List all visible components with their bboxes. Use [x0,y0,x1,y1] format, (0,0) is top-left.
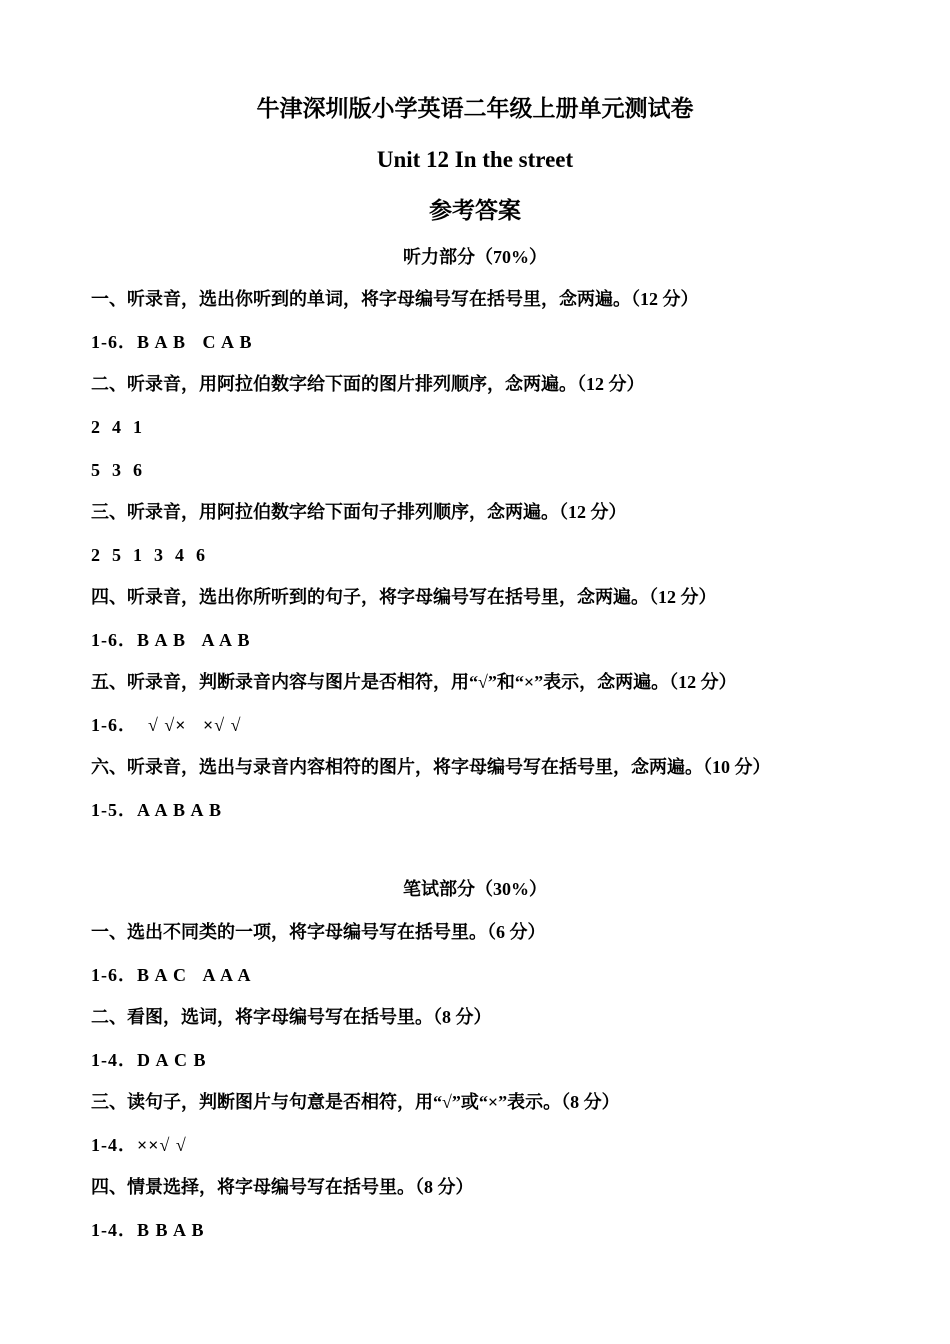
page-title-answers: 参考答案 [429,198,521,223]
written-q3-prompt: 三、读句子，判断图片与句意是否相符，用“√”或“×”表示。（8 分） [91,1092,620,1112]
written-q1-answer: 1-6．B A C A A A [91,965,252,985]
written-q4-prompt: 四、情景选择，将字母编号写在括号里。（8 分） [91,1177,474,1197]
written-q3-answer: 1-4．××√ √ [91,1135,187,1155]
listening-q5-prompt: 五、听录音，判断录音内容与图片是否相符，用“√”和“×”表示，念两遍。（12 分） [91,672,737,692]
listening-q4-prompt: 四、听录音，选出你所听到的句子，将字母编号写在括号里，念两遍。（12 分） [91,587,717,607]
page-title-en: Unit 12 In the street [376,147,574,172]
listening-q6-answer: 1-5．A A B A B [91,800,223,820]
listening-q6-prompt: 六、听录音，选出与录音内容相符的图片，将字母编号写在括号里，念两遍。（10 分） [91,757,771,777]
page-title-cn: 牛津深圳版小学英语二年级上册单元测试卷 [256,96,694,121]
listening-q2-answer-row1: 2 4 1 [91,417,143,437]
listening-q2-answer-row2: 5 3 6 [91,460,143,480]
listening-q4-answer: 1-6．B A B A A B [91,630,251,650]
listening-q3-prompt: 三、听录音，用阿拉伯数字给下面句子排列顺序，念两遍。（12 分） [91,502,627,522]
listening-section-heading: 听力部分（70%） [403,247,547,267]
listening-q1-prompt: 一、听录音，选出你听到的单词，将字母编号写在括号里，念两遍。（12 分） [91,289,699,309]
written-section-heading: 笔试部分（30%） [403,879,547,899]
written-q4-answer: 1-4．B B A B [91,1220,205,1240]
listening-q5-answer: 1-6． √ √× ×√ √ [91,715,242,735]
listening-q2-prompt: 二、听录音，用阿拉伯数字给下面的图片排列顺序，念两遍。（12 分） [91,374,645,394]
written-q1-prompt: 一、选出不同类的一项，将字母编号写在括号里。（6 分） [91,922,546,942]
written-q2-answer: 1-4．D A C B [91,1050,207,1070]
listening-q3-answer: 2 5 1 3 4 6 [91,545,206,565]
written-q2-prompt: 二、看图，选词，将字母编号写在括号里。（8 分） [91,1007,492,1027]
listening-q1-answer: 1-6．B A B C A B [91,332,253,352]
